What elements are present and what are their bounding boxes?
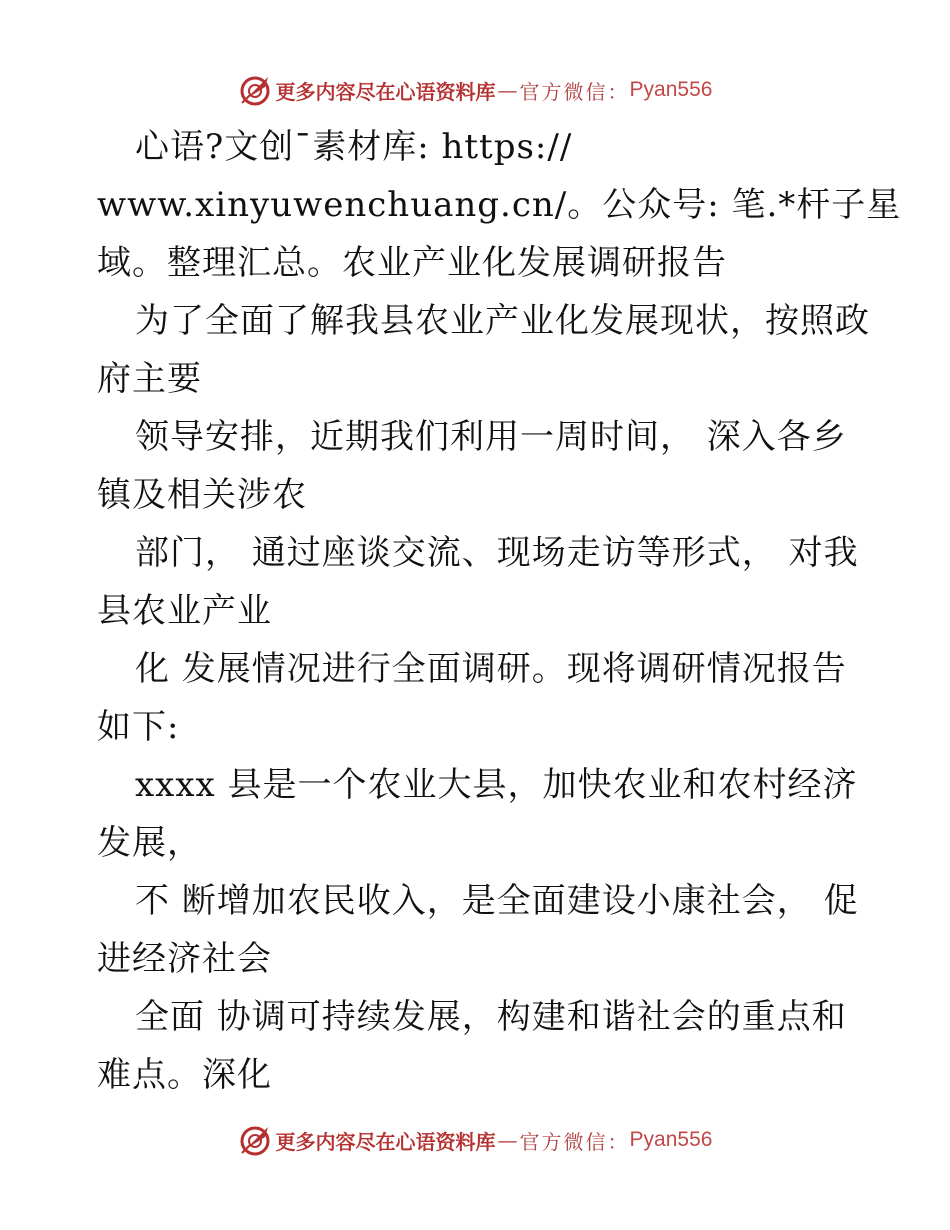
banner-text <box>276 76 713 105</box>
text-line: 难点。深化 <box>97 1055 272 1095</box>
text-line: 府主要 <box>97 359 202 399</box>
banner-wechat-id: Pyan556 <box>629 1128 713 1151</box>
banner-dash: — <box>497 1128 518 1152</box>
text-line: 部门， 通过座谈交流、现场走访等形式， 对我 <box>135 533 859 573</box>
text-line: 领导安排，近期我们利用一周时间， 深入各乡 <box>135 417 847 457</box>
text-line: 化 发展情况进行全面调研。现将调研情况报告 <box>135 649 847 689</box>
text-line: 心语?文创¯素材库: https:// <box>135 127 573 167</box>
banner-dash: — <box>497 78 518 102</box>
banner-wechat-label: 官方微信： <box>519 1129 630 1154</box>
text-line: 不 断增加农民收入，是全面建设小康社会， 促 <box>135 881 859 921</box>
text-line: 如下: <box>97 707 180 747</box>
text-line: 县农业产业 <box>97 591 272 631</box>
text-line: 镇及相关涉农 <box>97 475 307 515</box>
footer-banner <box>0 1120 950 1160</box>
text-line: 域。整理汇总。农业产业化发展调研报告 <box>97 243 727 283</box>
header-banner <box>0 70 950 110</box>
text-line: 为了全面了解我县农业产业化发展现状，按照政 <box>135 301 870 341</box>
banner-lead: 更多内容尽在心语资料库 <box>275 1129 496 1154</box>
document-body <box>97 118 902 1104</box>
banner-wechat-label: 官方微信： <box>519 79 630 104</box>
text-line: 发展， <box>97 823 202 863</box>
quill-logo-icon <box>238 73 272 107</box>
text-line: www.xinyuwenchuang.cn/。公众号: 笔.*杆子星 <box>97 185 902 225</box>
banner-lead: 更多内容尽在心语资料库 <box>275 79 496 104</box>
banner-wechat-id: Pyan556 <box>629 78 713 101</box>
text-line: 进经济社会 <box>97 939 272 979</box>
text-line: 全面 协调可持续发展，构建和谐社会的重点和 <box>135 997 847 1037</box>
quill-logo-icon <box>238 1123 272 1157</box>
text-line: xxxx 县是一个农业大县，加快农业和农村经济 <box>135 765 858 805</box>
banner-text <box>276 1126 713 1155</box>
